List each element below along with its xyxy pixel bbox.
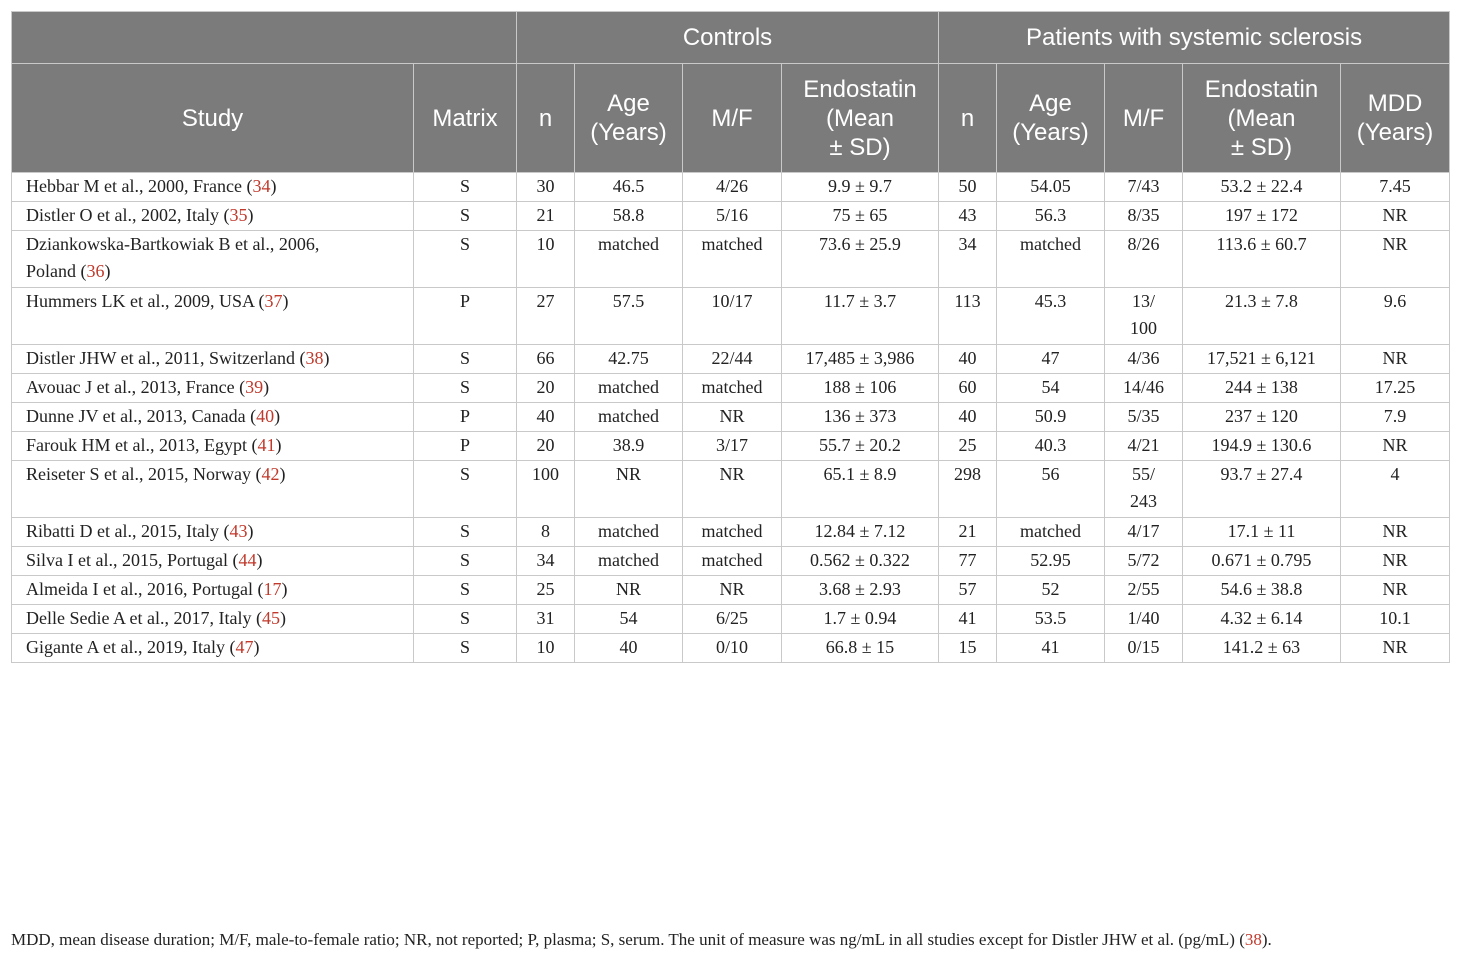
cell-matrix: P bbox=[414, 288, 517, 345]
cell-controls-age: NR bbox=[575, 576, 683, 605]
cell-patients-endostatin: 141.2 ± 63 bbox=[1183, 634, 1341, 663]
cell-controls-endostatin: 17,485 ± 3,986 bbox=[782, 345, 939, 374]
mf-line1: 13/ bbox=[1131, 291, 1155, 311]
cell-controls-age: 38.9 bbox=[575, 432, 683, 461]
cell-controls-n: 10 bbox=[517, 634, 575, 663]
header-line: Age bbox=[607, 90, 650, 117]
header-line: Age bbox=[1029, 90, 1072, 117]
mf-line2: 243 bbox=[1130, 491, 1157, 511]
cell-patients-n: 50 bbox=[939, 173, 997, 202]
study-name: Reiseter S et al., 2015, Norway bbox=[26, 464, 251, 484]
header-patients-endostatin bbox=[1183, 64, 1341, 173]
cell-study: Ribatti D et al., 2015, Italy (43) bbox=[12, 518, 414, 547]
cell-patients-age: 41 bbox=[997, 634, 1105, 663]
cell-controls-n: 8 bbox=[517, 518, 575, 547]
study-name: Distler O et al., 2002, Italy bbox=[26, 205, 219, 225]
cell-patients-age: 40.3 bbox=[997, 432, 1105, 461]
study-name: Hummers LK et al., 2009, USA bbox=[26, 291, 254, 311]
reference-link[interactable]: 41 bbox=[257, 435, 276, 455]
cell-patients-n: 21 bbox=[939, 518, 997, 547]
cell-mdd: NR bbox=[1341, 432, 1450, 461]
header-controls-mf: M/F bbox=[683, 64, 782, 173]
cell-matrix: P bbox=[414, 432, 517, 461]
cell-patients-age: 56 bbox=[997, 461, 1105, 518]
cell-controls-mf: 4/26 bbox=[683, 173, 782, 202]
cell-controls-mf: NR bbox=[683, 403, 782, 432]
table-row bbox=[12, 231, 1450, 288]
cell-patients-mf: 4/21 bbox=[1105, 432, 1183, 461]
cell-matrix: S bbox=[414, 461, 517, 518]
reference-link[interactable]: 36 bbox=[86, 261, 105, 281]
cell-patients-endostatin: 194.9 ± 130.6 bbox=[1183, 432, 1341, 461]
cell-patients-endostatin: 17,521 ± 6,121 bbox=[1183, 345, 1341, 374]
study-name-line1: Dziankowska-Bartkowiak B et al., 2006, bbox=[26, 234, 320, 254]
cell-patients-endostatin: 237 ± 120 bbox=[1183, 403, 1341, 432]
cell-study: Distler JHW et al., 2011, Switzerland (38) bbox=[12, 345, 414, 374]
cell-patients-mf: 2/55 bbox=[1105, 576, 1183, 605]
table-row bbox=[12, 547, 1450, 576]
endostatin-studies-table bbox=[11, 11, 1450, 663]
mf-line2: 100 bbox=[1130, 318, 1157, 338]
header-line: ± SD) bbox=[829, 133, 891, 161]
table-row bbox=[12, 605, 1450, 634]
cell-controls-age: 54 bbox=[575, 605, 683, 634]
cell-controls-mf: NR bbox=[683, 461, 782, 518]
cell-controls-endostatin: 73.6 ± 25.9 bbox=[782, 231, 939, 288]
header-controls-age bbox=[575, 64, 683, 173]
header-line: (Years) bbox=[590, 119, 667, 146]
cell-matrix: S bbox=[414, 345, 517, 374]
reference-link[interactable]: 38 bbox=[305, 348, 324, 368]
cell-patients-age: 54 bbox=[997, 374, 1105, 403]
cell-controls-mf: 10/17 bbox=[683, 288, 782, 345]
cell-mdd: 10.1 bbox=[1341, 605, 1450, 634]
table-row bbox=[12, 518, 1450, 547]
header-group-controls: Controls bbox=[517, 12, 939, 64]
cell-controls-n: 31 bbox=[517, 605, 575, 634]
cell-patients-mf: 5/35 bbox=[1105, 403, 1183, 432]
cell-mdd: 17.25 bbox=[1341, 374, 1450, 403]
cell-patients-age: 47 bbox=[997, 345, 1105, 374]
cell-mdd: NR bbox=[1341, 345, 1450, 374]
header-patients-mdd bbox=[1341, 64, 1450, 173]
cell-controls-mf: 5/16 bbox=[683, 202, 782, 231]
cell-mdd: NR bbox=[1341, 547, 1450, 576]
study-name: Avouac J et al., 2013, France bbox=[26, 377, 235, 397]
cell-mdd: 4 bbox=[1341, 461, 1450, 518]
cell-patients-age: 50.9 bbox=[997, 403, 1105, 432]
cell-mdd: 9.6 bbox=[1341, 288, 1450, 345]
cell-controls-endostatin: 3.68 ± 2.93 bbox=[782, 576, 939, 605]
reference-link[interactable]: 45 bbox=[261, 608, 280, 628]
cell-patients-age: 53.5 bbox=[997, 605, 1105, 634]
study-name: Gigante A et al., 2019, Italy bbox=[26, 637, 225, 657]
footnote-text: MDD, mean disease duration; M/F, male-to-female ratio; NR, not reported; P, plasma; S, serum. The unit of measure was ng/mL in all studies except for Distler JHW et al. (pg/mL) bbox=[11, 930, 1235, 949]
cell-patients-endostatin: 93.7 ± 27.4 bbox=[1183, 461, 1341, 518]
header-group-patients: Patients with systemic sclerosis bbox=[939, 12, 1450, 64]
table-row bbox=[12, 432, 1450, 461]
header-patients-mf: M/F bbox=[1105, 64, 1183, 173]
cell-patients-mf bbox=[1105, 288, 1183, 345]
cell-controls-n: 66 bbox=[517, 345, 575, 374]
cell-controls-age: matched bbox=[575, 231, 683, 288]
study-name: Dunne JV et al., 2013, Canada bbox=[26, 406, 246, 426]
table-row bbox=[12, 403, 1450, 432]
cell-patients-endostatin: 17.1 ± 11 bbox=[1183, 518, 1341, 547]
cell-patients-age: matched bbox=[997, 518, 1105, 547]
cell-patients-age: 56.3 bbox=[997, 202, 1105, 231]
cell-controls-endostatin: 65.1 ± 8.9 bbox=[782, 461, 939, 518]
cell-matrix: S bbox=[414, 173, 517, 202]
cell-mdd: NR bbox=[1341, 202, 1450, 231]
cell-controls-n: 25 bbox=[517, 576, 575, 605]
reference-link[interactable]: 39 bbox=[245, 377, 264, 397]
study-name: Distler JHW et al., 2011, Switzerland bbox=[26, 348, 295, 368]
table-row bbox=[12, 461, 1450, 518]
reference-link[interactable]: 37 bbox=[264, 291, 283, 311]
cell-controls-mf: matched bbox=[683, 547, 782, 576]
cell-controls-mf: 6/25 bbox=[683, 605, 782, 634]
cell-patients-mf: 1/40 bbox=[1105, 605, 1183, 634]
cell-patients-mf: 5/72 bbox=[1105, 547, 1183, 576]
cell-controls-age: 46.5 bbox=[575, 173, 683, 202]
cell-controls-mf: NR bbox=[683, 576, 782, 605]
cell-study: Delle Sedie A et al., 2017, Italy (45) bbox=[12, 605, 414, 634]
reference-link[interactable]: 47 bbox=[235, 637, 254, 657]
reference-link[interactable]: 43 bbox=[229, 521, 248, 541]
header-controls-n: n bbox=[517, 64, 575, 173]
cell-controls-endostatin: 188 ± 106 bbox=[782, 374, 939, 403]
cell-controls-endostatin: 0.562 ± 0.322 bbox=[782, 547, 939, 576]
cell-controls-mf: matched bbox=[683, 374, 782, 403]
cell-patients-mf bbox=[1105, 461, 1183, 518]
table-body bbox=[12, 173, 1450, 663]
table-row bbox=[12, 345, 1450, 374]
cell-matrix: S bbox=[414, 547, 517, 576]
cell-matrix: S bbox=[414, 576, 517, 605]
cell-patients-n: 15 bbox=[939, 634, 997, 663]
cell-patients-n: 77 bbox=[939, 547, 997, 576]
cell-patients-mf: 8/26 bbox=[1105, 231, 1183, 288]
header-patients-age bbox=[997, 64, 1105, 173]
cell-patients-mf: 0/15 bbox=[1105, 634, 1183, 663]
reference-link[interactable]: 17 bbox=[263, 579, 282, 599]
cell-patients-age: matched bbox=[997, 231, 1105, 288]
cell-patients-n: 113 bbox=[939, 288, 997, 345]
cell-study: Silva I et al., 2015, Portugal (44) bbox=[12, 547, 414, 576]
table-row bbox=[12, 634, 1450, 663]
cell-mdd: NR bbox=[1341, 231, 1450, 288]
cell-controls-age: matched bbox=[575, 547, 683, 576]
header-line: Endostatin bbox=[803, 75, 917, 103]
cell-patients-n: 41 bbox=[939, 605, 997, 634]
cell-study: Hummers LK et al., 2009, USA (37) bbox=[12, 288, 414, 345]
cell-patients-endostatin: 197 ± 172 bbox=[1183, 202, 1341, 231]
header-line: ± SD) bbox=[1230, 133, 1293, 161]
cell-controls-age: NR bbox=[575, 461, 683, 518]
study-name: Farouk HM et al., 2013, Egypt bbox=[26, 435, 247, 455]
reference-link[interactable]: 42 bbox=[261, 464, 280, 484]
header-line: Endostatin bbox=[1204, 75, 1319, 103]
cell-controls-age: matched bbox=[575, 374, 683, 403]
cell-matrix: P bbox=[414, 403, 517, 432]
table-row bbox=[12, 374, 1450, 403]
header-line: (Mean bbox=[825, 104, 895, 132]
cell-patients-n: 57 bbox=[939, 576, 997, 605]
cell-patients-n: 25 bbox=[939, 432, 997, 461]
cell-controls-endostatin: 9.9 ± 9.7 bbox=[782, 173, 939, 202]
header-blank-cell bbox=[12, 12, 517, 64]
cell-controls-mf: 0/10 bbox=[683, 634, 782, 663]
cell-study: Hebbar M et al., 2000, France (34) bbox=[12, 173, 414, 202]
cell-matrix: S bbox=[414, 634, 517, 663]
cell-controls-endostatin: 75 ± 65 bbox=[782, 202, 939, 231]
cell-patients-mf: 14/46 bbox=[1105, 374, 1183, 403]
study-name: Delle Sedie A et al., 2017, Italy bbox=[26, 608, 252, 628]
cell-controls-age: matched bbox=[575, 518, 683, 547]
cell-matrix: S bbox=[414, 231, 517, 288]
table-row bbox=[12, 202, 1450, 231]
reference-link[interactable]: 44 bbox=[238, 550, 257, 570]
cell-matrix: S bbox=[414, 374, 517, 403]
cell-patients-n: 298 bbox=[939, 461, 997, 518]
header-patients-n: n bbox=[939, 64, 997, 173]
mf-line1: 55/ bbox=[1131, 464, 1155, 484]
cell-controls-n: 34 bbox=[517, 547, 575, 576]
cell-patients-mf: 8/35 bbox=[1105, 202, 1183, 231]
cell-study: Reiseter S et al., 2015, Norway (42) bbox=[12, 461, 414, 518]
cell-patients-age: 52 bbox=[997, 576, 1105, 605]
cell-controls-n: 20 bbox=[517, 432, 575, 461]
header-line: (Mean bbox=[1227, 104, 1296, 132]
cell-controls-endostatin: 12.84 ± 7.12 bbox=[782, 518, 939, 547]
cell-study: Dunne JV et al., 2013, Canada (40) bbox=[12, 403, 414, 432]
cell-controls-n: 10 bbox=[517, 231, 575, 288]
cell-patients-endostatin: 244 ± 138 bbox=[1183, 374, 1341, 403]
cell-controls-mf: 22/44 bbox=[683, 345, 782, 374]
header-matrix: Matrix bbox=[414, 64, 517, 173]
reference-link[interactable]: 40 bbox=[256, 406, 275, 426]
cell-patients-endostatin: 113.6 ± 60.7 bbox=[1183, 231, 1341, 288]
reference-link[interactable]: 38 bbox=[1244, 930, 1262, 949]
cell-controls-age: 42.75 bbox=[575, 345, 683, 374]
cell-patients-n: 60 bbox=[939, 374, 997, 403]
header-controls-endostatin bbox=[782, 64, 939, 173]
header-study: Study bbox=[12, 64, 414, 173]
reference-link[interactable]: 34 bbox=[252, 176, 271, 196]
cell-patients-mf: 7/43 bbox=[1105, 173, 1183, 202]
cell-study: Gigante A et al., 2019, Italy (47) bbox=[12, 634, 414, 663]
study-name-line2: Poland bbox=[26, 261, 77, 281]
cell-study: Distler O et al., 2002, Italy (35) bbox=[12, 202, 414, 231]
cell-study: Farouk HM et al., 2013, Egypt (41) bbox=[12, 432, 414, 461]
cell-controls-age: 58.8 bbox=[575, 202, 683, 231]
table-row bbox=[12, 576, 1450, 605]
cell-mdd: 7.45 bbox=[1341, 173, 1450, 202]
cell-matrix: S bbox=[414, 518, 517, 547]
table-row bbox=[12, 173, 1450, 202]
table-header bbox=[12, 12, 1450, 173]
study-name: Hebbar M et al., 2000, France bbox=[26, 176, 242, 196]
cell-controls-endostatin: 66.8 ± 15 bbox=[782, 634, 939, 663]
cell-controls-age: 57.5 bbox=[575, 288, 683, 345]
cell-patients-age: 45.3 bbox=[997, 288, 1105, 345]
header-line: (Years) bbox=[1356, 119, 1434, 146]
cell-controls-mf: matched bbox=[683, 231, 782, 288]
cell-controls-n: 21 bbox=[517, 202, 575, 231]
cell-patients-n: 34 bbox=[939, 231, 997, 288]
cell-patients-endostatin: 4.32 ± 6.14 bbox=[1183, 605, 1341, 634]
cell-controls-n: 30 bbox=[517, 173, 575, 202]
cell-mdd: NR bbox=[1341, 518, 1450, 547]
cell-patients-n: 40 bbox=[939, 345, 997, 374]
cell-controls-endostatin: 11.7 ± 3.7 bbox=[782, 288, 939, 345]
cell-mdd: NR bbox=[1341, 634, 1450, 663]
reference-link[interactable]: 35 bbox=[229, 205, 248, 225]
cell-study: Avouac J et al., 2013, France (39) bbox=[12, 374, 414, 403]
study-name: Almeida I et al., 2016, Portugal bbox=[26, 579, 253, 599]
cell-study: Almeida I et al., 2016, Portugal (17) bbox=[12, 576, 414, 605]
header-line: MDD bbox=[1367, 90, 1423, 117]
cell-patients-age: 54.05 bbox=[997, 173, 1105, 202]
cell-patients-age: 52.95 bbox=[997, 547, 1105, 576]
cell-mdd: 7.9 bbox=[1341, 403, 1450, 432]
cell-controls-endostatin: 136 ± 373 bbox=[782, 403, 939, 432]
cell-patients-endostatin: 0.671 ± 0.795 bbox=[1183, 547, 1341, 576]
cell-controls-n: 20 bbox=[517, 374, 575, 403]
cell-patients-endostatin: 53.2 ± 22.4 bbox=[1183, 173, 1341, 202]
cell-controls-n: 40 bbox=[517, 403, 575, 432]
cell-controls-n: 27 bbox=[517, 288, 575, 345]
cell-matrix: S bbox=[414, 202, 517, 231]
cell-controls-endostatin: 1.7 ± 0.94 bbox=[782, 605, 939, 634]
cell-controls-age: 40 bbox=[575, 634, 683, 663]
cell-controls-age: matched bbox=[575, 403, 683, 432]
cell-patients-endostatin: 54.6 ± 38.8 bbox=[1183, 576, 1341, 605]
table-footnote: MDD, mean disease duration; M/F, male-to-female ratio; NR, not reported; P, plasma; S, serum. The unit of measure was ng/mL in all studies except for Distler JHW et al. (pg/mL) (38). bbox=[11, 930, 1272, 949]
cell-controls-mf: 3/17 bbox=[683, 432, 782, 461]
cell-controls-mf: matched bbox=[683, 518, 782, 547]
cell-matrix: S bbox=[414, 605, 517, 634]
cell-patients-n: 43 bbox=[939, 202, 997, 231]
study-name: Silva I et al., 2015, Portugal bbox=[26, 550, 228, 570]
cell-mdd: NR bbox=[1341, 576, 1450, 605]
cell-controls-n: 100 bbox=[517, 461, 575, 518]
study-name: Ribatti D et al., 2015, Italy bbox=[26, 521, 219, 541]
cell-patients-n: 40 bbox=[939, 403, 997, 432]
cell-controls-endostatin: 55.7 ± 20.2 bbox=[782, 432, 939, 461]
header-line: (Years) bbox=[1012, 119, 1089, 146]
cell-patients-mf: 4/36 bbox=[1105, 345, 1183, 374]
cell-study: Dziankowska-Bartkowiak B et al., 2006, Poland (36) bbox=[12, 231, 414, 288]
table-row bbox=[12, 288, 1450, 345]
cell-patients-endostatin: 21.3 ± 7.8 bbox=[1183, 288, 1341, 345]
cell-patients-mf: 4/17 bbox=[1105, 518, 1183, 547]
